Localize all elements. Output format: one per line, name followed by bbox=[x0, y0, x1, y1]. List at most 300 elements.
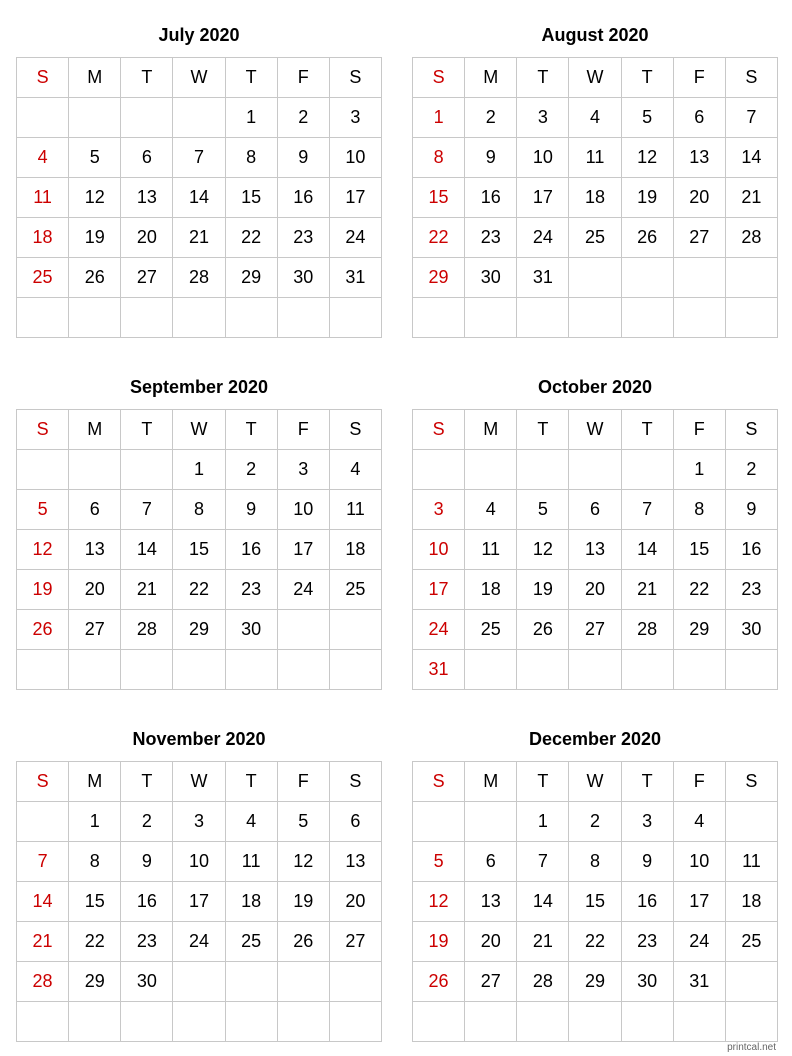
day-cell bbox=[121, 298, 173, 338]
day-cell bbox=[17, 298, 69, 338]
day-cell: 2 bbox=[725, 450, 777, 490]
day-cell: 6 bbox=[69, 490, 121, 530]
week-row bbox=[413, 258, 778, 298]
week-row bbox=[17, 530, 382, 570]
day-cell: 31 bbox=[413, 650, 465, 690]
day-cell: 2 bbox=[569, 802, 621, 842]
day-cell bbox=[121, 1002, 173, 1042]
week-row bbox=[17, 490, 382, 530]
weekday-header-row bbox=[413, 410, 778, 450]
day-cell bbox=[17, 450, 69, 490]
week-row bbox=[413, 530, 778, 570]
day-cell: 17 bbox=[413, 570, 465, 610]
day-cell: 28 bbox=[121, 610, 173, 650]
day-cell: 24 bbox=[673, 922, 725, 962]
day-cell: 1 bbox=[517, 802, 569, 842]
day-cell: 22 bbox=[225, 218, 277, 258]
month-block bbox=[16, 23, 382, 338]
day-cell: 28 bbox=[621, 610, 673, 650]
weekday-header-row bbox=[413, 762, 778, 802]
week-row bbox=[413, 490, 778, 530]
week-row bbox=[17, 842, 382, 882]
day-cell bbox=[569, 1002, 621, 1042]
day-cell bbox=[277, 610, 329, 650]
day-cell: 22 bbox=[173, 570, 225, 610]
day-cell: 17 bbox=[329, 178, 381, 218]
day-cell: 23 bbox=[465, 218, 517, 258]
day-cell: 8 bbox=[569, 842, 621, 882]
day-cell: 19 bbox=[621, 178, 673, 218]
weekday-label: F bbox=[673, 410, 725, 450]
day-cell bbox=[225, 962, 277, 1002]
day-cell: 13 bbox=[329, 842, 381, 882]
weekday-label: W bbox=[173, 762, 225, 802]
day-cell bbox=[173, 98, 225, 138]
day-cell bbox=[465, 298, 517, 338]
day-cell: 6 bbox=[329, 802, 381, 842]
day-cell: 31 bbox=[329, 258, 381, 298]
day-cell bbox=[121, 98, 173, 138]
day-cell: 29 bbox=[569, 962, 621, 1002]
day-cell: 6 bbox=[465, 842, 517, 882]
day-cell: 16 bbox=[465, 178, 517, 218]
day-cell: 4 bbox=[225, 802, 277, 842]
day-cell: 8 bbox=[69, 842, 121, 882]
day-cell: 27 bbox=[673, 218, 725, 258]
day-cell: 28 bbox=[517, 962, 569, 1002]
day-cell: 29 bbox=[173, 610, 225, 650]
day-cell: 24 bbox=[277, 570, 329, 610]
weekday-label: F bbox=[277, 762, 329, 802]
day-cell: 8 bbox=[173, 490, 225, 530]
day-cell: 1 bbox=[413, 98, 465, 138]
day-cell: 27 bbox=[69, 610, 121, 650]
week-row bbox=[413, 98, 778, 138]
week-row bbox=[413, 962, 778, 1002]
weekday-label: S bbox=[329, 762, 381, 802]
day-cell: 12 bbox=[517, 530, 569, 570]
day-cell: 4 bbox=[465, 490, 517, 530]
day-cell bbox=[413, 1002, 465, 1042]
week-row bbox=[17, 98, 382, 138]
weekday-header-row bbox=[17, 58, 382, 98]
day-cell bbox=[329, 298, 381, 338]
day-cell bbox=[725, 298, 777, 338]
weekday-label: T bbox=[621, 762, 673, 802]
day-cell: 29 bbox=[69, 962, 121, 1002]
day-cell: 20 bbox=[121, 218, 173, 258]
weekday-label: S bbox=[17, 58, 69, 98]
day-cell: 22 bbox=[413, 218, 465, 258]
day-cell: 10 bbox=[329, 138, 381, 178]
day-cell: 3 bbox=[413, 490, 465, 530]
day-cell bbox=[329, 610, 381, 650]
day-cell: 21 bbox=[621, 570, 673, 610]
weekday-label: T bbox=[225, 410, 277, 450]
day-cell: 20 bbox=[69, 570, 121, 610]
week-row bbox=[17, 138, 382, 178]
weekday-label: S bbox=[725, 410, 777, 450]
day-cell: 18 bbox=[465, 570, 517, 610]
weekday-label: F bbox=[277, 410, 329, 450]
month-table bbox=[16, 57, 382, 338]
day-cell: 9 bbox=[725, 490, 777, 530]
day-cell: 27 bbox=[569, 610, 621, 650]
day-cell bbox=[621, 1002, 673, 1042]
day-cell: 14 bbox=[725, 138, 777, 178]
day-cell: 16 bbox=[121, 882, 173, 922]
month-table bbox=[412, 409, 778, 690]
week-row bbox=[413, 610, 778, 650]
day-cell: 29 bbox=[225, 258, 277, 298]
month-table bbox=[412, 57, 778, 338]
day-cell bbox=[673, 298, 725, 338]
day-cell: 13 bbox=[465, 882, 517, 922]
weekday-label: W bbox=[173, 58, 225, 98]
day-cell bbox=[277, 1002, 329, 1042]
week-row bbox=[17, 802, 382, 842]
week-row bbox=[17, 298, 382, 338]
day-cell: 4 bbox=[17, 138, 69, 178]
day-cell: 12 bbox=[621, 138, 673, 178]
day-cell: 9 bbox=[121, 842, 173, 882]
week-row bbox=[413, 298, 778, 338]
day-cell: 27 bbox=[329, 922, 381, 962]
weekday-label: S bbox=[413, 58, 465, 98]
day-cell: 7 bbox=[725, 98, 777, 138]
week-row bbox=[17, 178, 382, 218]
day-cell: 3 bbox=[173, 802, 225, 842]
day-cell: 20 bbox=[465, 922, 517, 962]
day-cell: 1 bbox=[673, 450, 725, 490]
day-cell: 27 bbox=[121, 258, 173, 298]
day-cell: 11 bbox=[225, 842, 277, 882]
day-cell: 15 bbox=[69, 882, 121, 922]
day-cell: 25 bbox=[569, 218, 621, 258]
day-cell bbox=[225, 298, 277, 338]
day-cell: 10 bbox=[517, 138, 569, 178]
day-cell: 11 bbox=[725, 842, 777, 882]
day-cell: 22 bbox=[69, 922, 121, 962]
day-cell: 17 bbox=[517, 178, 569, 218]
week-row bbox=[413, 842, 778, 882]
weekday-label: T bbox=[517, 410, 569, 450]
day-cell: 10 bbox=[413, 530, 465, 570]
weekday-label: F bbox=[277, 58, 329, 98]
week-row bbox=[17, 962, 382, 1002]
weekday-label: S bbox=[17, 762, 69, 802]
day-cell: 8 bbox=[225, 138, 277, 178]
day-cell bbox=[173, 298, 225, 338]
day-cell: 15 bbox=[569, 882, 621, 922]
day-cell: 5 bbox=[517, 490, 569, 530]
weekday-label: S bbox=[413, 762, 465, 802]
weekday-label: M bbox=[69, 58, 121, 98]
day-cell: 7 bbox=[621, 490, 673, 530]
weekday-label: W bbox=[569, 762, 621, 802]
day-cell: 7 bbox=[517, 842, 569, 882]
weekday-label: S bbox=[329, 58, 381, 98]
day-cell bbox=[413, 298, 465, 338]
day-cell: 12 bbox=[69, 178, 121, 218]
day-cell: 11 bbox=[465, 530, 517, 570]
day-cell: 10 bbox=[277, 490, 329, 530]
weekday-label: T bbox=[121, 58, 173, 98]
day-cell: 20 bbox=[329, 882, 381, 922]
day-cell: 18 bbox=[17, 218, 69, 258]
day-cell bbox=[673, 650, 725, 690]
weekday-label: M bbox=[69, 762, 121, 802]
day-cell: 13 bbox=[673, 138, 725, 178]
day-cell: 26 bbox=[69, 258, 121, 298]
day-cell bbox=[569, 650, 621, 690]
day-cell bbox=[121, 650, 173, 690]
weekday-label: T bbox=[517, 58, 569, 98]
day-cell: 26 bbox=[277, 922, 329, 962]
day-cell: 3 bbox=[621, 802, 673, 842]
month-block bbox=[16, 727, 382, 1042]
day-cell bbox=[725, 962, 777, 1002]
day-cell bbox=[517, 450, 569, 490]
day-cell: 20 bbox=[673, 178, 725, 218]
day-cell: 23 bbox=[725, 570, 777, 610]
day-cell: 19 bbox=[69, 218, 121, 258]
weekday-label: T bbox=[621, 58, 673, 98]
day-cell: 12 bbox=[413, 882, 465, 922]
day-cell: 28 bbox=[17, 962, 69, 1002]
weekday-label: M bbox=[465, 762, 517, 802]
day-cell: 17 bbox=[673, 882, 725, 922]
day-cell: 16 bbox=[277, 178, 329, 218]
weekday-label: F bbox=[673, 762, 725, 802]
day-cell bbox=[517, 1002, 569, 1042]
day-cell: 14 bbox=[121, 530, 173, 570]
day-cell bbox=[569, 450, 621, 490]
day-cell: 15 bbox=[673, 530, 725, 570]
day-cell bbox=[413, 802, 465, 842]
weekday-label: M bbox=[465, 410, 517, 450]
month-table bbox=[412, 761, 778, 1042]
day-cell: 5 bbox=[69, 138, 121, 178]
day-cell: 4 bbox=[569, 98, 621, 138]
week-row bbox=[17, 258, 382, 298]
day-cell: 26 bbox=[413, 962, 465, 1002]
day-cell: 20 bbox=[569, 570, 621, 610]
week-row bbox=[413, 178, 778, 218]
day-cell: 2 bbox=[225, 450, 277, 490]
day-cell bbox=[69, 298, 121, 338]
day-cell bbox=[725, 1002, 777, 1042]
day-cell: 24 bbox=[413, 610, 465, 650]
week-row bbox=[413, 218, 778, 258]
day-cell: 25 bbox=[17, 258, 69, 298]
day-cell: 26 bbox=[17, 610, 69, 650]
day-cell: 10 bbox=[173, 842, 225, 882]
day-cell: 2 bbox=[121, 802, 173, 842]
weekday-label: S bbox=[413, 410, 465, 450]
weekday-label: T bbox=[225, 762, 277, 802]
day-cell: 22 bbox=[569, 922, 621, 962]
day-cell: 4 bbox=[329, 450, 381, 490]
weekday-label: T bbox=[121, 762, 173, 802]
day-cell bbox=[569, 258, 621, 298]
day-cell: 2 bbox=[277, 98, 329, 138]
day-cell: 1 bbox=[69, 802, 121, 842]
weekday-label: S bbox=[329, 410, 381, 450]
day-cell: 25 bbox=[225, 922, 277, 962]
day-cell: 24 bbox=[329, 218, 381, 258]
day-cell: 5 bbox=[413, 842, 465, 882]
day-cell: 18 bbox=[569, 178, 621, 218]
day-cell bbox=[725, 802, 777, 842]
day-cell: 6 bbox=[673, 98, 725, 138]
week-row bbox=[413, 922, 778, 962]
day-cell: 9 bbox=[621, 842, 673, 882]
week-row bbox=[17, 1002, 382, 1042]
day-cell bbox=[569, 298, 621, 338]
day-cell bbox=[277, 298, 329, 338]
day-cell: 24 bbox=[517, 218, 569, 258]
day-cell: 10 bbox=[673, 842, 725, 882]
week-row bbox=[413, 650, 778, 690]
weekday-label: T bbox=[121, 410, 173, 450]
day-cell: 5 bbox=[277, 802, 329, 842]
day-cell: 15 bbox=[173, 530, 225, 570]
day-cell: 12 bbox=[277, 842, 329, 882]
day-cell bbox=[329, 1002, 381, 1042]
day-cell: 21 bbox=[517, 922, 569, 962]
day-cell: 9 bbox=[277, 138, 329, 178]
weekday-label: M bbox=[69, 410, 121, 450]
weekday-label: T bbox=[621, 410, 673, 450]
day-cell bbox=[173, 1002, 225, 1042]
month-block bbox=[412, 23, 778, 338]
week-row bbox=[413, 138, 778, 178]
week-row bbox=[17, 650, 382, 690]
day-cell bbox=[69, 450, 121, 490]
day-cell bbox=[277, 962, 329, 1002]
day-cell: 23 bbox=[225, 570, 277, 610]
day-cell bbox=[329, 962, 381, 1002]
day-cell: 23 bbox=[121, 922, 173, 962]
day-cell: 16 bbox=[621, 882, 673, 922]
month-block bbox=[16, 375, 382, 690]
day-cell: 16 bbox=[225, 530, 277, 570]
day-cell: 30 bbox=[121, 962, 173, 1002]
day-cell bbox=[517, 298, 569, 338]
day-cell: 13 bbox=[69, 530, 121, 570]
day-cell bbox=[517, 650, 569, 690]
day-cell bbox=[17, 802, 69, 842]
week-row bbox=[413, 1002, 778, 1042]
month-title: November 2020 bbox=[132, 729, 266, 749]
day-cell bbox=[725, 258, 777, 298]
day-cell bbox=[277, 650, 329, 690]
day-cell bbox=[173, 962, 225, 1002]
week-row bbox=[413, 570, 778, 610]
day-cell: 11 bbox=[17, 178, 69, 218]
day-cell: 5 bbox=[621, 98, 673, 138]
day-cell bbox=[413, 450, 465, 490]
day-cell bbox=[17, 650, 69, 690]
day-cell: 17 bbox=[173, 882, 225, 922]
month-table bbox=[16, 761, 382, 1042]
day-cell bbox=[225, 650, 277, 690]
day-cell: 26 bbox=[621, 218, 673, 258]
day-cell: 30 bbox=[225, 610, 277, 650]
day-cell: 21 bbox=[121, 570, 173, 610]
day-cell: 14 bbox=[17, 882, 69, 922]
day-cell: 5 bbox=[17, 490, 69, 530]
weekday-label: W bbox=[569, 58, 621, 98]
day-cell: 15 bbox=[413, 178, 465, 218]
day-cell: 7 bbox=[121, 490, 173, 530]
day-cell: 17 bbox=[277, 530, 329, 570]
month-title: October 2020 bbox=[537, 377, 653, 397]
day-cell: 30 bbox=[621, 962, 673, 1002]
weekday-label: W bbox=[173, 410, 225, 450]
day-cell: 19 bbox=[17, 570, 69, 610]
day-cell: 1 bbox=[225, 98, 277, 138]
day-cell: 14 bbox=[173, 178, 225, 218]
day-cell: 30 bbox=[465, 258, 517, 298]
day-cell: 21 bbox=[725, 178, 777, 218]
day-cell: 13 bbox=[569, 530, 621, 570]
day-cell: 25 bbox=[329, 570, 381, 610]
day-cell bbox=[173, 650, 225, 690]
weekday-label: S bbox=[725, 762, 777, 802]
day-cell: 23 bbox=[621, 922, 673, 962]
week-row bbox=[17, 922, 382, 962]
weekday-header-row bbox=[17, 762, 382, 802]
day-cell: 31 bbox=[517, 258, 569, 298]
week-row bbox=[17, 882, 382, 922]
month-title: December 2020 bbox=[528, 729, 662, 749]
month-title: September 2020 bbox=[129, 377, 269, 397]
weekday-label: S bbox=[725, 58, 777, 98]
day-cell bbox=[329, 650, 381, 690]
day-cell bbox=[465, 1002, 517, 1042]
month-title: August 2020 bbox=[541, 25, 649, 45]
month-block bbox=[412, 727, 778, 1042]
day-cell: 18 bbox=[329, 530, 381, 570]
weekday-header-row bbox=[413, 58, 778, 98]
day-cell bbox=[621, 650, 673, 690]
day-cell: 21 bbox=[173, 218, 225, 258]
weekday-label: W bbox=[569, 410, 621, 450]
day-cell: 30 bbox=[277, 258, 329, 298]
week-row bbox=[413, 882, 778, 922]
week-row bbox=[17, 610, 382, 650]
weekday-label: S bbox=[17, 410, 69, 450]
day-cell: 16 bbox=[725, 530, 777, 570]
day-cell: 25 bbox=[465, 610, 517, 650]
day-cell bbox=[465, 450, 517, 490]
day-cell bbox=[725, 650, 777, 690]
day-cell: 18 bbox=[225, 882, 277, 922]
day-cell: 3 bbox=[277, 450, 329, 490]
day-cell: 25 bbox=[725, 922, 777, 962]
day-cell: 27 bbox=[465, 962, 517, 1002]
day-cell: 11 bbox=[329, 490, 381, 530]
day-cell: 28 bbox=[173, 258, 225, 298]
day-cell: 19 bbox=[413, 922, 465, 962]
day-cell: 14 bbox=[517, 882, 569, 922]
day-cell: 1 bbox=[173, 450, 225, 490]
day-cell: 8 bbox=[413, 138, 465, 178]
day-cell bbox=[673, 1002, 725, 1042]
day-cell: 19 bbox=[517, 570, 569, 610]
